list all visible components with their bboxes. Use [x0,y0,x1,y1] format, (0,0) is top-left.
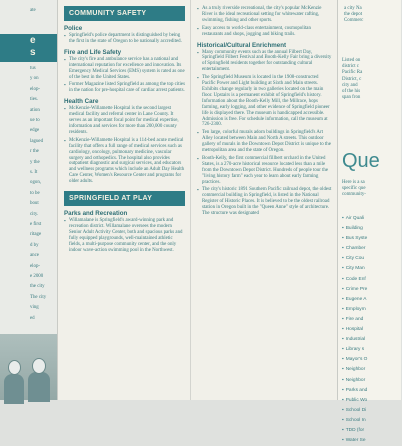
health-heading: Health Care [64,98,99,106]
left-fragment: e 2000 [30,274,44,279]
questions-intro [342,180,366,199]
right-top-fragment: a city Na [344,6,362,11]
fire-heading: Fire and Life Safety [64,48,122,56]
parks-heading: Parks and Recreation [64,210,128,218]
left-fragment: city. [30,211,39,217]
question-topic: ▪ Crime Pre [342,285,402,295]
questions-panel [337,0,401,444]
history-bullet: ▪ Booth-Kelly, the first commercial fillbert orchard in the United States, is a 270-acre historical resource located less than a mile from the Downtown Depot District. Hundreds of people tour the "living history farm" each year to learn about early farming practices. [197,156,332,186]
left-fragment: e first [30,222,42,227]
left-fragment: bout [30,201,39,207]
questions-intro-line: community- [342,192,366,198]
left-fragment: elop- [30,263,41,269]
parks-bullet: ▪ Willamalane is Springfield's award-winning park and recreation district. Willamalane oversees the modern Senior Adult Activity Center, both and spacious parks and fully equipped playgrounds, well-maintained athletic fields, a multi-purpose community center, and the only indoor wave-action swimming pool in the Northwest. [64,218,185,253]
question-topic: ▪ Parks and [342,386,402,396]
left-fragment: elop- [30,86,41,92]
right-mid-fragment: of the his [342,89,361,95]
fire-bullet: ▪ Former Magazine listed Springfield as among the top cities in the nation for pre-hospital care of cardiac arrest patients. [64,82,185,94]
history-bullet: ▪ Ten large, colorful murals adorn buildings in Springfield's Art Alley located between Main and North A streets. This outdoor gallery of murals in the Downtown Depot District is unique to the metropolitan area and the state of Oregon. [197,130,332,154]
left-fragment: the city [30,284,45,290]
questions-list [342,214,402,446]
history-heading: Historical/Cultural Enrichment [197,41,287,49]
right-mid-fragments [342,58,362,101]
question-topic: ▪ City Cou [342,254,402,264]
history-bullet: ▪ Many community events such as the annual Filbert Day, Springfield Filbert Festival and Booth-Kelly Fair bring a diversity of Springfield residents together for outstanding cultural entertainment. [197,50,332,74]
question-topic: ▪ Hospital [342,325,402,335]
right-mid-fragment: Pacific Ra [342,70,363,76]
left-fragment: ogon, [30,180,42,186]
left-heading-bar [0,34,57,62]
question-topic: ▪ Public Wo [342,396,402,406]
fire-bullet: ▪ The city's fire and ambulance service has a national and international reputation for excellence and innovation. Its Emergency Medical Services (EMS) system is rated as one of the best in the United States. [64,57,185,81]
question-topic: ▪ Employm [342,305,402,315]
health-bullet: ▪ McKenzie-Willamette Hospital is a 114-bed acute medical facility that offers a full range of medical services such as cardiology, oncology, pulmonary medicine, vascular surgery and orthopedics. The hospital also provides outpatient diagnostic and surgical services, and educators and wellness programs which include an Adult Day Health Care Center, Women's Resource Center and programs for older adults. [64,138,185,185]
left-fragment: y the [30,159,40,165]
police-bullet: ▪ Springfield's police department is distinguished by being the first in the state of Oregon to be nationally accredited. [64,33,185,45]
left-fragment: y on [30,76,39,82]
question-topic: ▪ Neighbor [342,376,402,386]
right-top-fragments [344,6,363,25]
police-heading: Police [64,25,83,32]
left-fragment: edge [30,128,40,134]
recreation-bullet: ▪ As a truly riverside recreational, the city's popular McKenzie River is the ideal recreational setting for whitewater rafting, swimming, fishing and other sports. [197,6,332,24]
left-fragment: ation [30,107,40,113]
left-heading-letter-2: s [30,47,36,58]
left-fragment: lagued [30,138,44,144]
question-topic: ▪ Air Quali [342,214,402,224]
health-bullet: ▪ McKenzie-Willamette Hospital is the second largest medical facility and referral center in Lane County. It serves as an important focal point for medical expertise, information and services for more than 200,000 county residents. [64,106,185,136]
question-topic: ▪ Neighbor [342,365,402,375]
community-safety-panel [57,0,190,400]
left-fragment: ue to [30,118,40,123]
question-topic: ▪ Eugene A [342,295,402,305]
question-topic: ▪ Code Enf [342,275,402,285]
left-panel [0,0,57,400]
history-bullet: ▪ The Springfield Museum is located in the 1908-constructed Pacific Power and Light building at Sixth and Main streets. Exhibits change regularly in two galleries located on the main floor. Upstairs is a permanent exhibit of Springfield's history. Information about the Booth-Kelly Mill, the Millrace, hops farming, early logging, and other evidence of Springfield pioneer life is displayed there. The museum is handicapped accessible. Admission is free. For schedule information, call the museum at 726-2300. [197,75,332,128]
left-fragment: ance [30,253,39,259]
history-bullets [197,50,332,217]
health-bullets [64,106,185,185]
left-fragment: The city [30,294,47,300]
question-topic: ▪ School In [342,416,402,426]
question-topic: ▪ Chamber [342,244,402,254]
question-topic: ▪ City Man [342,264,402,274]
history-bullet: ▪ The city's historic 1891 Southern Pacific railroad depot, the oldest commercial building in Springfield, is listed in the National Register of Historic Places. It is believed to be the oldest railroad station in Oregon built in the "Queen Anne" style of architecture. The structure was designated [197,187,332,217]
parks-bullets [64,218,185,253]
community-safety-bar: COMMUNITY SAFETY [64,6,185,21]
left-fragment: ving [30,305,39,311]
springfield-at-play-bar: SPRINGFIELD AT PLAY [64,191,185,206]
right-mid-fragment: District, c [342,76,362,82]
right-top-fragment: the depot [344,12,363,18]
left-fragment: s. It [30,170,38,175]
question-topic: ▪ Building [342,224,402,234]
question-topic: ▪ Library s [342,345,402,355]
right-top-fragment: Commerc [344,18,364,24]
police-bullets [64,33,185,45]
left-fragment: tus [30,66,36,71]
left-fragment: ate [30,8,36,13]
left-fragment: d by [30,242,39,248]
left-fragment: ed [30,315,35,321]
question-topic: ▪ Bus Syste [342,234,402,244]
question-topic: ▪ Mayor's O [342,355,402,365]
recreation-bullets [197,6,332,38]
question-topic: ▪ Industrial [342,335,402,345]
question-topic: ▪ School Di [342,406,402,416]
left-fragment: ties. [30,97,39,103]
questions-intro-line: Here is a sa [342,180,365,185]
fire-bullets [64,57,185,94]
left-fragment: ritage [30,232,42,238]
left-fragment: to be [30,190,40,196]
right-mid-fragment: district c [342,64,359,70]
right-mid-fragment: span fron [342,95,361,101]
left-heading-letter-1: e [30,35,36,46]
left-fragment: r the [30,149,39,155]
question-topic: ▪ Water Se [342,436,402,446]
history-panel [190,0,337,400]
questions-title: Que [342,150,380,172]
question-topic: ▪ Fire and [342,315,402,325]
question-topic: ▪ TDD (for [342,426,402,436]
questions-intro-line: specific que [342,186,366,192]
recreation-bullet: ▪ Easy access to world-class entertainment, cosmopolitan restaurants and shops, jogging and biking trails. [197,26,332,38]
right-mid-fragment: city and [342,82,358,88]
left-photo [0,334,57,400]
right-mid-fragment: Listed on [342,58,361,63]
